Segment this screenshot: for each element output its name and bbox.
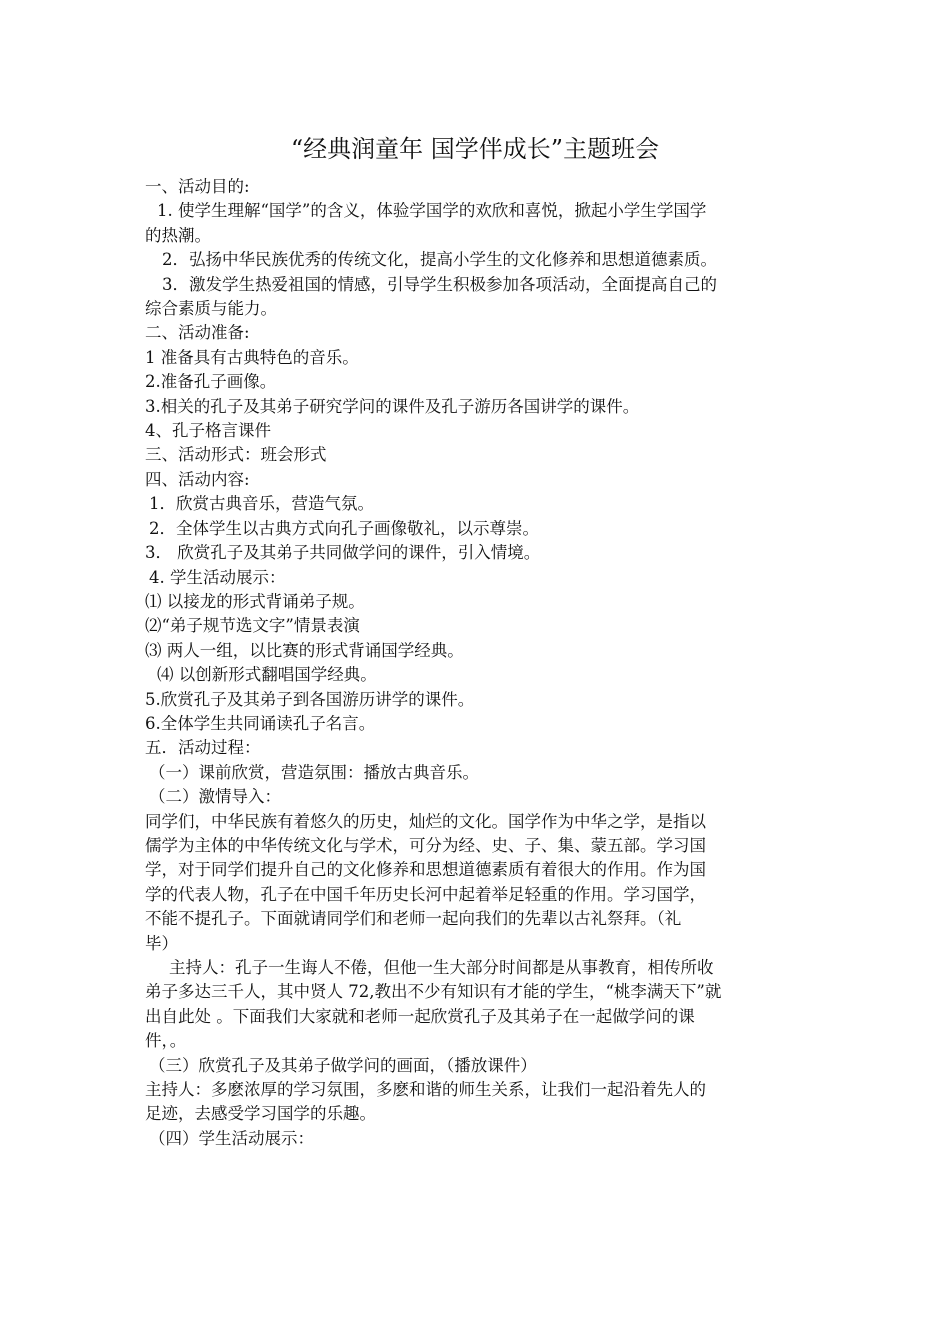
paragraph-line: 主持人：孔子一生诲人不倦，但他一生大部分时间都是从事教育，相传所收 (169, 958, 714, 977)
sub-heading: （四）学生活动展示： (149, 1128, 314, 1148)
sub-list-item: ⑵“弟子规节选文字”情景表演 (145, 616, 360, 636)
paragraph-line: 的热潮。 (145, 225, 211, 245)
section-heading-process: 五．活动过程： (145, 738, 261, 758)
sub-heading: （二）激情导入： (149, 787, 281, 807)
list-item: 1．欣赏古典音乐，营造气氛。 (149, 494, 374, 514)
list-item: 1 准备具有古典特色的音乐。 (145, 347, 359, 367)
sub-list-item: ⑴ 以接龙的形式背诵弟子规。 (145, 591, 365, 611)
paragraph-line: 儒学为主体的中华传统文化与学术，可分为经、史、子、集、蒙五部。学习国 (145, 835, 706, 855)
sub-list-item: ⑶ 两人一组，以比赛的形式背诵国学经典。 (145, 640, 464, 660)
list-item: 2.准备孔子画像。 (145, 372, 277, 392)
paragraph-line: 足迹，去感受学习国学的乐趣。 (145, 1104, 376, 1124)
section-heading-purpose: 一、活动目的: (145, 177, 250, 196)
section-heading-preparation: 二、活动准备: (145, 323, 250, 343)
sub-heading: （一）课前欣赏，营造氛围：播放古典音乐。 (149, 762, 479, 782)
paragraph-line: 毕） (145, 933, 178, 953)
sub-list-item: ⑷ 以创新形式翻唱国学经典。 (157, 665, 377, 685)
paragraph-line: 学，对于同学们提升自己的文化修养和思想道德素质有着很大的作用。作为国 (145, 860, 706, 880)
list-item: 2．全体学生以古典方式向孔子画像敬礼，以示尊崇。 (149, 518, 539, 538)
paragraph-line: 综合素质与能力。 (145, 299, 277, 319)
paragraph-line: 同学们，中华民族有着悠久的历史，灿烂的文化。国学作为中华之学，是指以 (145, 811, 706, 831)
paragraph-line: 件，。 (145, 1031, 187, 1051)
section-heading-content: 四、活动内容: (145, 469, 250, 489)
paragraph-line: 3．激发学生热爱祖国的情感，引导学生积极参加各项活动，全面提高自己的 (162, 274, 717, 294)
paragraph-line: 不能不提孔子。下面就请同学们和老师一起向我们的先辈以古礼祭拜。（礼 (145, 909, 682, 929)
paragraph-line: 弟子多达三千人，其中贤人 72,教出不少有知识有才能的学生，“桃李满天下”就 (145, 982, 722, 1002)
list-item: 3． 欣赏孔子及其弟子共同做学问的课件，引入情境。 (145, 543, 541, 563)
list-item: 4、孔子格言课件 (145, 421, 271, 441)
list-item: 3.相关的孔子及其弟子研究学问的课件及孔子游历各国讲学的课件。 (145, 396, 640, 416)
list-item: 4. 学生活动展示： (149, 567, 286, 587)
paragraph-line: 学的代表人物，孔子在中国千年历史长河中起着举足轻重的作用。学习国学， (145, 884, 706, 904)
list-item: 5.欣赏孔子及其弟子到各国游历讲学的课件。 (145, 689, 475, 709)
list-item: 6.全体学生共同诵读孔子名言。 (145, 713, 376, 733)
section-heading-format: 三、活动形式：班会形式 (145, 445, 327, 465)
paragraph-line: 主持人：多麽浓厚的学习氛围，多麽和谐的师生关系，让我们一起沿着先人的 (145, 1080, 706, 1100)
paragraph-line: 出自此处 。下面我们大家就和老师一起欣赏孔子及其弟子在一起做学问的课 (145, 1006, 695, 1026)
sub-heading: （三）欣赏孔子及其弟子做学问的画面，（播放课件） (149, 1055, 537, 1075)
document-body (145, 175, 813, 1151)
document-title: “经典润童年 国学伴成长”主题班会 (290, 135, 660, 163)
paragraph-line: 2．弘扬中华民族优秀的传统文化，提高小学生的文化修养和思想道德素质。 (162, 250, 717, 270)
paragraph-line: 1. 使学生理解“国学”的含义，体验学国学的欢欣和喜悦，掀起小学生学国学 (157, 201, 707, 221)
